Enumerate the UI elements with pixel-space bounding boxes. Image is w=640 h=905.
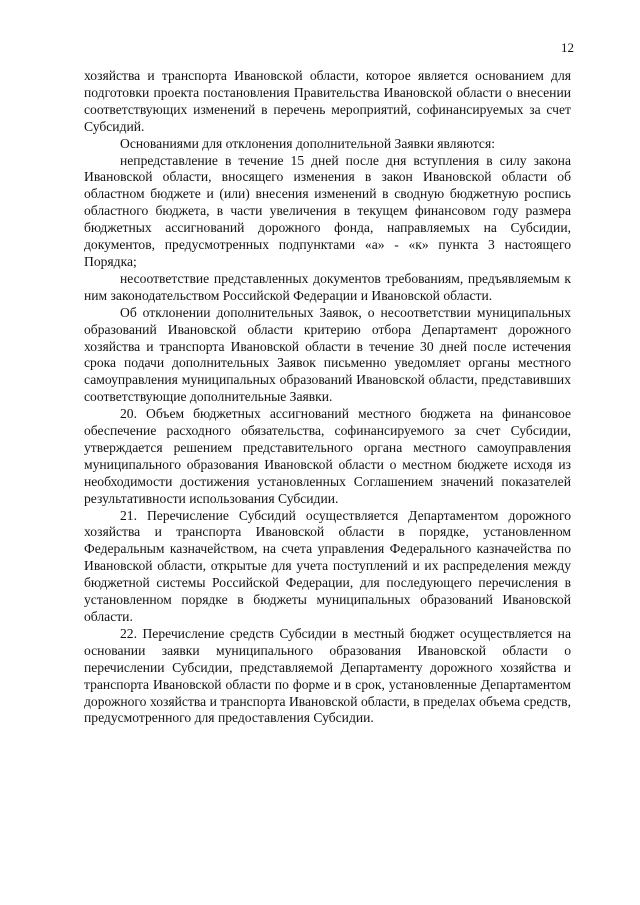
paragraph-continuation: хозяйства и транспорта Ивановской области, которое является основанием для подготовки проекта постановления Правительства Ивановской области о внесении соответствующих изменений в перечень мероприятий, софинансируемых за счет Субсидий. xyxy=(84,68,571,134)
paragraph-notification: Об отклонении дополнительных Заявок, о несоответствии муниципальных образований Ивановской области критерию отбора Департамент дорожного хозяйства и транспорта Ивановской области в течение 30 дней после истечения срока подачи дополнительных Заявок письменно уведомляет органы местного самоуправления муниципальных образований Ивановской области, представивших соответствующие дополнительные Заявки. xyxy=(84,304,571,405)
paragraph-nonconformity: несоответствие представленных документов требованиям, предъявляемым к ним законодательством Российской Федерации и Ивановской области. xyxy=(84,270,571,303)
paragraph-nonsubmission: непредставление в течение 15 дней после дня вступления в силу закона Ивановской области, вносящего изменения в закон Ивановской области об областном бюджете и (или) внесения изменений в сводную бюджетную роспись областного бюджета, в части увеличения в текущем финансовом году размера бюджетных ассигнований дорожного фонда, направляемых на Субсидии, документов, предусмотренных подпунктами «а» - «к» пункта 3 настоящего Порядка; xyxy=(84,152,571,269)
paragraph-clause-22: 22. Перечисление средств Субсидии в местный бюджет осуществляется на основании заявки муниципального образования Ивановской области о перечислении Субсидии, представляемой Департаменту дорожного хозяйства и транспорта Ивановской области по форме и в срок, установленные Департаментом дорожного хозяйства и транспорта Ивановской области, в пределах объема средств, предусмотренного для предоставления Субсидии. xyxy=(84,625,571,726)
paragraph-rejection-grounds: Основаниями для отклонения дополнительной Заявки являются: xyxy=(120,135,495,151)
document-body xyxy=(84,68,571,727)
paragraph-clause-21: 21. Перечисление Субсидий осуществляется Департаментом дорожного хозяйства и транспорта Ивановской области в порядке, установленном Федеральным казначейством, на счета управления Федерального казначейства по Ивановской области, открытые для учета поступлений и их распределения между бюджетной системы Российской Федерации, для последующего перечисления в установленном порядке в бюджеты муниципальных образований Ивановской области. xyxy=(84,507,571,624)
page-number: 12 xyxy=(561,40,574,55)
paragraph-clause-20: 20. Объем бюджетных ассигнований местного бюджета на финансовое обеспечение расходного обязательства, софинансируемого за счет Субсидии, утверждается решением представительного органа местного самоуправления муниципального образования Ивановской области о местном бюджете исходя из необходимости достижения установленных Соглашением значений показателей результативности использования Субсидии. xyxy=(84,406,571,506)
